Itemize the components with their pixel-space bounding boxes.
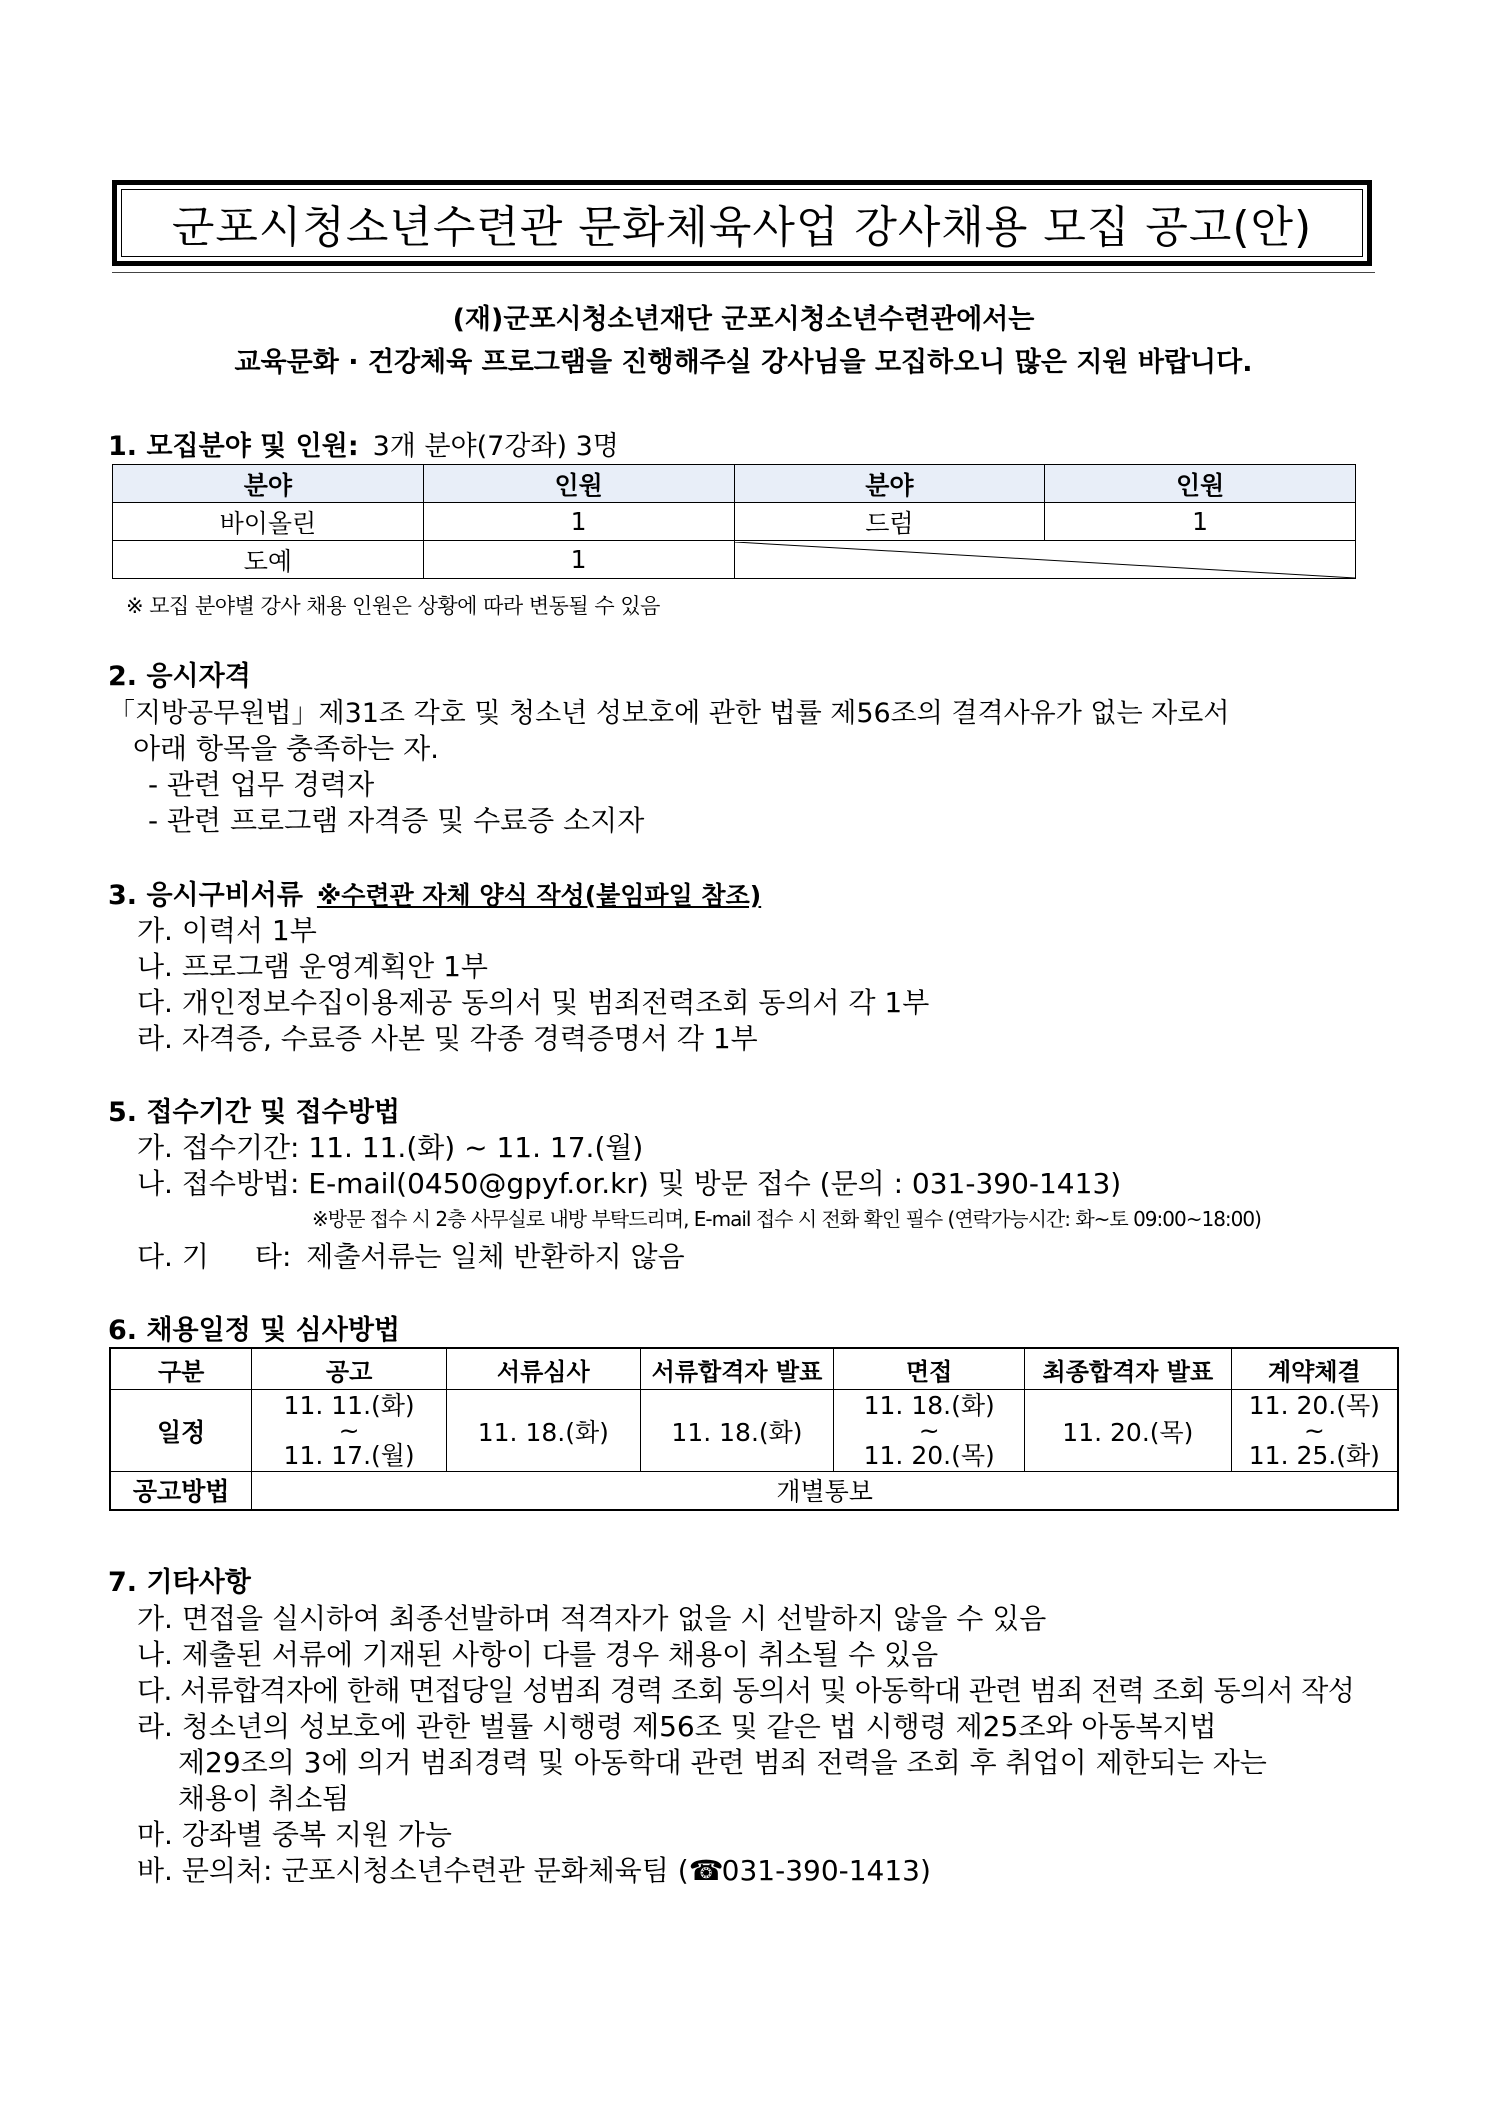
notice-end: 11. 17.(월) [283,1441,415,1470]
schedule-header-row [110,1348,1398,1390]
schedule-row-label: 일정 [110,1390,252,1472]
header-final-pass: 최종합격자 발표 [1025,1348,1232,1390]
section5-heading: 5. 접수기간 및 접수방법 [108,1097,400,1128]
diagonal-slash [735,542,1356,578]
section6-heading: 6. 채용일정 및 심사방법 [108,1315,400,1346]
field-cell: 드럼 [734,503,1045,541]
doc-pass-date: 11. 18.(화) [640,1390,834,1472]
header-contract: 계약체결 [1231,1348,1398,1390]
header-field-2: 분야 [734,465,1045,503]
header-interview: 면접 [834,1348,1025,1390]
schedule-table [109,1347,1399,1511]
title-underline [112,272,1375,273]
section1-heading-text: 1. 모집분야 및 인원: [108,431,359,462]
count-cell: 1 [423,541,734,579]
telephone-icon: ☎ [688,1854,724,1887]
count-cell: 1 [423,503,734,541]
count-cell: 1 [1045,503,1356,541]
header-notice: 공고 [252,1348,447,1390]
section3-form-note: ※수련관 자체 양식 작성(붙임파일 참조) [316,881,762,910]
section7-contact [137,1849,931,1889]
final-pass-date: 11. 20.(목) [1025,1390,1232,1472]
section5-period: 가. 접수기간: 11. 11.(화) ~ 11. 17.(월) [137,1131,644,1164]
section7-item-1: 가. 면접을 실시하여 최종선발하며 적격자가 없을 시 선발하지 않을 수 있음 [137,1602,1047,1635]
header-field-1: 분야 [113,465,424,503]
method-row [110,1472,1398,1510]
contract-start: 11. 20.(목) [1248,1391,1380,1420]
intro-line-1: (재)군포시청소년재단 군포시청소년수련관에서는 [452,304,1035,335]
section3-heading [108,873,761,912]
section5-etc-text: 제출서류는 일체 반환하지 않음 [306,1240,685,1273]
doc-review-date: 11. 18.(화) [446,1390,640,1472]
notice-start: 11. 11.(화) [283,1391,415,1420]
section2-line-3: - 관련 업무 경력자 [148,768,375,801]
interview-dates [834,1390,1025,1472]
section3-item-1: 가. 이력서 1부 [137,914,317,947]
section5-etc-label: 다. 기 [137,1240,209,1273]
section7-item-4-end: 채용이 취소됨 [178,1782,350,1815]
intro-line-2: 교육문화 · 건강체육 프로그램을 진행해주실 강사님을 모집하오니 많은 지원 바랍니다. [234,347,1253,378]
section3-heading-text: 3. 응시구비서류 [108,880,303,911]
table-row [113,503,1356,541]
section2-heading: 2. 응시자격 [108,661,251,692]
section3-item-3: 다. 개인정보수집이용제공 동의서 및 범죄전력조회 동의서 각 1부 [137,986,930,1019]
section5-etc [137,1235,685,1275]
notice-tilde: ~ [338,1416,360,1445]
contact-prefix: 바. 문의처: 군포시청소년수련관 문화체육팀 ( [137,1854,689,1887]
recruit-field-table [112,464,1356,579]
header-doc-pass: 서류합격자 발표 [640,1348,834,1390]
header-doc-review: 서류심사 [446,1348,640,1390]
header-count-2: 인원 [1045,465,1356,503]
section7-item-5: 마. 강좌별 중복 지원 가능 [137,1818,452,1851]
interview-end: 11. 20.(목) [863,1441,995,1470]
notice-dates [252,1390,447,1472]
field-cell: 도예 [113,541,424,579]
section2-line-1: 「지방공무원법」제31조 각호 및 청소년 성보호에 관한 법률 제56조의 결격사유가 없는 자로서 [108,698,1230,729]
interview-tilde: ~ [918,1416,940,1445]
section5-method-note: ※방문 접수 시 2층 사무실로 내방 부탁드리며, E-mail 접수 시 전화 확인 필수 (연락가능시간: 화~토 09:00~18:00) [312,1207,1261,1231]
empty-diagonal-cell [734,541,1356,579]
section2-line-2: 아래 항목을 충족하는 자. [133,732,440,765]
section7-item-4-cont: 제29조의 3에 의거 범죄경력 및 아동학대 관련 범죄 전력을 조회 후 취업이 제한되는 자는 [178,1746,1267,1779]
contract-dates [1231,1390,1398,1472]
page-title: 군포시청소년수련관 문화체육사업 강사채용 모집 공고(안) [171,202,1313,253]
table-row [113,541,1356,579]
section1-summary: 3개 분야(7강좌) 3명 [372,431,619,462]
contract-end: 11. 25.(화) [1248,1441,1380,1470]
header-count-1: 인원 [423,465,734,503]
section7-item-3: 다. 서류합격자에 한해 면접당일 성범죄 경력 조회 동의서 및 아동학대 관련 범죄 전력 조회 동의서 작성 [137,1674,1355,1707]
method-label: 공고방법 [110,1472,252,1510]
section7-item-2: 나. 제출된 서류에 기재된 사항이 다를 경우 채용이 취소될 수 있음 [137,1638,939,1671]
section5-method: 나. 접수방법: E-mail(0450@gpyf.or.kr) 및 방문 접수 (문의 : 031-390-1413) [137,1167,1122,1200]
interview-start: 11. 18.(화) [863,1391,995,1420]
section3-item-2: 나. 프로그램 운영계획안 1부 [137,950,488,983]
section2-line-4: - 관련 프로그램 자격증 및 수료증 소지자 [148,804,645,837]
contract-tilde: ~ [1303,1416,1325,1445]
section1-heading [108,424,619,463]
table-header-row [113,465,1356,503]
section7-heading: 7. 기타사항 [108,1567,251,1598]
field-cell: 바이올린 [113,503,424,541]
section5-etc-label2: 타: [254,1240,292,1273]
section3-item-4: 라. 자격증, 수료증 사본 및 각종 경력증명서 각 1부 [137,1022,758,1055]
contact-number: 031-390-1413) [721,1854,931,1887]
method-value: 개별통보 [252,1472,1398,1510]
header-category: 구분 [110,1348,252,1390]
schedule-row [110,1390,1398,1472]
section1-note: ※ 모집 분야별 강사 채용 인원은 상황에 따라 변동될 수 있음 [126,594,660,618]
title-box [112,180,1372,266]
section7-item-4: 라. 청소년의 성보호에 관한 벌률 시행령 제56조 및 같은 법 시행령 제25조와 아동복지법 [137,1710,1217,1743]
